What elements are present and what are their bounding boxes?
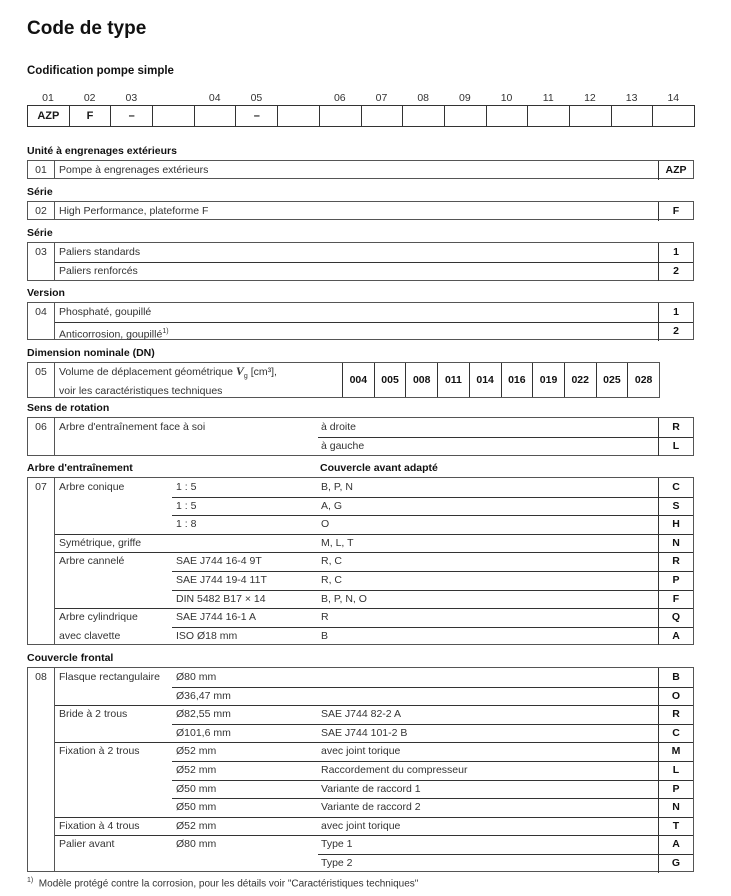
cover-diameter: Ø52 mm xyxy=(176,764,217,776)
cover-type: Bride à 2 trous xyxy=(59,708,128,721)
cover-description: SAE J744 82-2 A xyxy=(321,708,401,721)
option-row[interactable] xyxy=(55,687,693,706)
option-row[interactable] xyxy=(55,418,693,437)
code-position-cell[interactable] xyxy=(319,105,362,127)
dn-label: Volume de déplacement géométrique $V_g$ [cm³], voir les caractéristiques techniques xyxy=(59,364,277,398)
option-code: Q xyxy=(658,608,693,627)
code-position-number: 01 xyxy=(42,92,54,104)
shaft-type: Arbre conique xyxy=(59,481,125,493)
option-code: 1 xyxy=(658,303,693,322)
code-position-number: 07 xyxy=(375,92,388,104)
option-code: C xyxy=(658,478,693,497)
compatible-cover: A, G xyxy=(321,499,343,512)
option-row[interactable] xyxy=(55,854,693,873)
dn-size-cell[interactable]: 008 xyxy=(405,363,437,397)
option-row[interactable] xyxy=(55,515,693,534)
cover-description: avec joint torique xyxy=(321,819,401,832)
cover-diameter: Ø101,6 mm xyxy=(176,726,231,739)
footnote xyxy=(27,877,418,889)
option-row[interactable] xyxy=(55,437,693,456)
shaft-spec: 1 : 8 xyxy=(176,518,197,531)
cover-description: avec joint torique xyxy=(321,745,401,758)
option-row[interactable] xyxy=(55,303,693,322)
position-number: 02 xyxy=(28,202,55,219)
section-heading-07-cover: Couvercle avant adapté xyxy=(320,462,438,474)
code-position-cell[interactable] xyxy=(402,105,445,127)
compatible-cover: R, C xyxy=(321,574,342,586)
code-position-cell[interactable] xyxy=(569,105,612,127)
shaft-spec: ISO Ø18 mm xyxy=(176,629,238,642)
compatible-cover: O xyxy=(321,518,330,531)
dn-size-cell[interactable]: 028 xyxy=(627,363,659,397)
option-code: C xyxy=(658,724,693,743)
option-code: 2 xyxy=(658,322,693,341)
section-08-box xyxy=(27,667,694,872)
option-label: Paliers renforcés xyxy=(59,265,138,277)
option-code: 2 xyxy=(658,262,693,281)
code-position-cell[interactable] xyxy=(486,105,529,127)
code-position-cell[interactable]: – xyxy=(110,105,153,127)
compatible-cover: R, C xyxy=(321,555,342,568)
cover-description: Type 1 xyxy=(321,838,353,851)
footnote-marker: 1) xyxy=(27,877,34,884)
option-row[interactable] xyxy=(55,627,693,646)
rotation-direction: à gauche xyxy=(321,440,365,452)
option-row[interactable] xyxy=(55,571,693,590)
code-position-number: 08 xyxy=(417,92,430,104)
option-row[interactable] xyxy=(55,552,693,571)
option-label: Phosphaté, goupillé xyxy=(59,306,152,318)
dn-size-cell[interactable]: 025 xyxy=(596,363,628,397)
code-position-number: 09 xyxy=(459,92,471,104)
option-row[interactable] xyxy=(55,835,693,854)
option-code: F xyxy=(658,590,693,609)
section-02-box xyxy=(27,201,694,220)
code-position-number: 05 xyxy=(250,92,263,104)
option-code: B xyxy=(658,668,693,687)
shaft-type: Symétrique, griffe xyxy=(59,536,142,549)
section-heading-01: Unité à engrenages extérieurs xyxy=(27,145,177,157)
shaft-spec: DIN 5482 B17 × 14 xyxy=(176,592,266,605)
cover-description: Variante de raccord 1 xyxy=(321,782,421,795)
position-number: 08 xyxy=(28,668,55,871)
code-position-number: 04 xyxy=(208,92,221,104)
code-position-cell[interactable] xyxy=(444,105,487,127)
section-07-box xyxy=(27,477,694,645)
section-heading-06: Sens de rotation xyxy=(27,402,110,414)
cover-description: Raccordement du compresseur xyxy=(321,764,468,776)
code-position-cell[interactable] xyxy=(277,105,320,127)
dn-size-cell[interactable]: 011 xyxy=(437,363,469,397)
code-position-cell[interactable] xyxy=(194,105,237,127)
code-position-cell[interactable] xyxy=(361,105,404,127)
rotation-label: Arbre d'entraînement face à soi xyxy=(59,421,206,433)
option-code: L xyxy=(658,437,693,456)
option-code: N xyxy=(658,534,693,553)
option-code: S xyxy=(658,497,693,516)
section-heading-07: Arbre d'entraînement xyxy=(27,462,133,474)
option-row[interactable] xyxy=(55,817,693,836)
cover-description: SAE J744 101-2 B xyxy=(321,726,408,739)
option-code: F xyxy=(658,202,693,221)
cover-type: Fixation à 2 trous xyxy=(59,745,140,758)
code-position-number: 11 xyxy=(542,92,554,104)
cover-description: Variante de raccord 2 xyxy=(321,801,421,814)
code-position-number: 12 xyxy=(584,92,596,104)
option-row[interactable] xyxy=(55,497,693,516)
section-subtitle: Codification pompe simple xyxy=(27,65,174,77)
option-row[interactable] xyxy=(55,742,693,761)
option-code: AZP xyxy=(658,161,693,180)
option-code: A xyxy=(658,627,693,646)
compatible-cover: B, P, N xyxy=(321,481,353,493)
option-row[interactable] xyxy=(55,761,693,780)
code-position-number: 14 xyxy=(667,92,680,104)
dn-size-cell[interactable]: 019 xyxy=(532,363,564,397)
cover-type: Palier avant xyxy=(59,838,115,851)
compatible-cover: B xyxy=(321,629,329,642)
cover-diameter: Ø52 mm xyxy=(176,819,217,832)
page-title: Code de type xyxy=(27,18,147,39)
footnote-ref: 1) xyxy=(162,327,169,335)
position-number: 01 xyxy=(28,161,55,178)
section-06-box xyxy=(27,417,694,456)
option-code: R xyxy=(658,552,693,571)
option-row[interactable] xyxy=(55,534,693,553)
code-position-cell[interactable] xyxy=(611,105,654,127)
shaft-type: avec clavette xyxy=(59,629,121,642)
section-heading-02: Série xyxy=(27,186,53,198)
option-code: H xyxy=(658,515,693,534)
dn-size-cell[interactable]: 014 xyxy=(469,363,501,397)
option-row[interactable] xyxy=(55,590,693,609)
cover-diameter: Ø80 mm xyxy=(176,838,217,851)
shaft-type: Arbre cannelé xyxy=(59,555,125,568)
shaft-spec: SAE J744 16-4 9T xyxy=(176,555,262,568)
section-01-box xyxy=(27,160,694,179)
cover-diameter: Ø36,47 mm xyxy=(176,689,231,702)
compatible-cover: M, L, T xyxy=(321,536,354,549)
shaft-spec: SAE J744 19-4 11T xyxy=(176,574,267,586)
section-heading-05: Dimension nominale (DN) xyxy=(27,347,155,359)
code-position-cell[interactable] xyxy=(652,105,695,127)
dn-size-cell[interactable]: 004 xyxy=(342,363,374,397)
section-03-box xyxy=(27,242,694,281)
option-label: High Performance, plateforme F xyxy=(59,205,209,217)
shaft-type: Arbre cylindrique xyxy=(59,611,138,624)
cover-diameter: Ø80 mm xyxy=(176,671,217,683)
code-position-cell[interactable]: AZP xyxy=(27,105,70,127)
option-code: P xyxy=(658,780,693,799)
option-label: Anticorrosion, goupillé$^{1)}$ xyxy=(59,327,169,340)
option-label: Pompe à engrenages extérieurs xyxy=(59,164,209,176)
option-code: 1 xyxy=(658,243,693,262)
section-heading-03: Série xyxy=(27,227,53,239)
option-row[interactable] xyxy=(55,478,693,497)
code-position-cell[interactable] xyxy=(527,105,570,127)
dn-size-cell[interactable]: 016 xyxy=(501,363,533,397)
compatible-cover: R xyxy=(321,611,329,624)
option-code: O xyxy=(658,687,693,706)
option-code: P xyxy=(658,571,693,590)
dn-size-cell[interactable]: 005 xyxy=(374,363,406,397)
option-code: R xyxy=(658,705,693,724)
code-position-cell[interactable]: – xyxy=(235,105,278,127)
shaft-spec: 1 : 5 xyxy=(176,499,197,512)
cover-type: Flasque rectangulaire xyxy=(59,671,160,683)
dn-size-cell[interactable]: 022 xyxy=(564,363,596,397)
code-position-cell[interactable] xyxy=(152,105,195,127)
compatible-cover: B, P, N, O xyxy=(321,592,367,605)
option-row[interactable] xyxy=(55,668,693,687)
option-code: M xyxy=(658,742,693,761)
position-number: 07 xyxy=(28,478,55,644)
cover-diameter: Ø50 mm xyxy=(176,782,217,795)
rotation-direction: à droite xyxy=(321,421,357,433)
option-code: T xyxy=(658,817,693,836)
cover-description: Type 2 xyxy=(321,857,353,869)
cover-diameter: Ø52 mm xyxy=(176,745,217,758)
option-code: N xyxy=(658,798,693,817)
section-heading-08: Couvercle frontal xyxy=(27,652,114,664)
section-04-box xyxy=(27,302,694,340)
cover-diameter: Ø82,55 mm xyxy=(176,708,231,721)
code-position-number: 03 xyxy=(125,92,138,104)
code-position-number: 06 xyxy=(333,92,346,104)
section-05-box xyxy=(27,362,660,398)
position-number: 03 xyxy=(28,243,55,280)
section-heading-04: Version xyxy=(27,287,65,299)
code-position-cell[interactable]: F xyxy=(69,105,112,127)
option-row[interactable] xyxy=(55,705,693,724)
position-number: 06 xyxy=(28,418,55,455)
option-code: L xyxy=(658,761,693,780)
option-row[interactable] xyxy=(55,262,693,281)
position-number: 04 xyxy=(28,303,55,339)
option-row[interactable] xyxy=(55,161,693,180)
option-row[interactable] xyxy=(55,202,693,221)
option-row[interactable] xyxy=(55,322,693,341)
cover-type: Fixation à 4 trous xyxy=(59,819,140,832)
option-code: G xyxy=(658,854,693,873)
code-position-number: 10 xyxy=(500,92,513,104)
option-row[interactable] xyxy=(55,724,693,743)
option-row[interactable] xyxy=(55,780,693,799)
option-code: R xyxy=(658,418,693,437)
code-position-number: 13 xyxy=(625,92,638,104)
shaft-spec: SAE J744 16-1 A xyxy=(176,611,256,624)
option-label: Paliers standards xyxy=(59,246,141,258)
option-row[interactable] xyxy=(55,798,693,817)
option-row[interactable] xyxy=(55,608,693,627)
footnote-text: Modèle protégé contre la corrosion, pour les détails voir "Caractéristiques techniques" xyxy=(38,878,419,890)
code-position-number: 02 xyxy=(83,92,96,104)
shaft-spec: 1 : 5 xyxy=(176,481,197,493)
option-code: A xyxy=(658,835,693,854)
position-number: 05 xyxy=(28,363,55,397)
option-row[interactable] xyxy=(55,243,693,262)
cover-diameter: Ø50 mm xyxy=(176,801,217,814)
